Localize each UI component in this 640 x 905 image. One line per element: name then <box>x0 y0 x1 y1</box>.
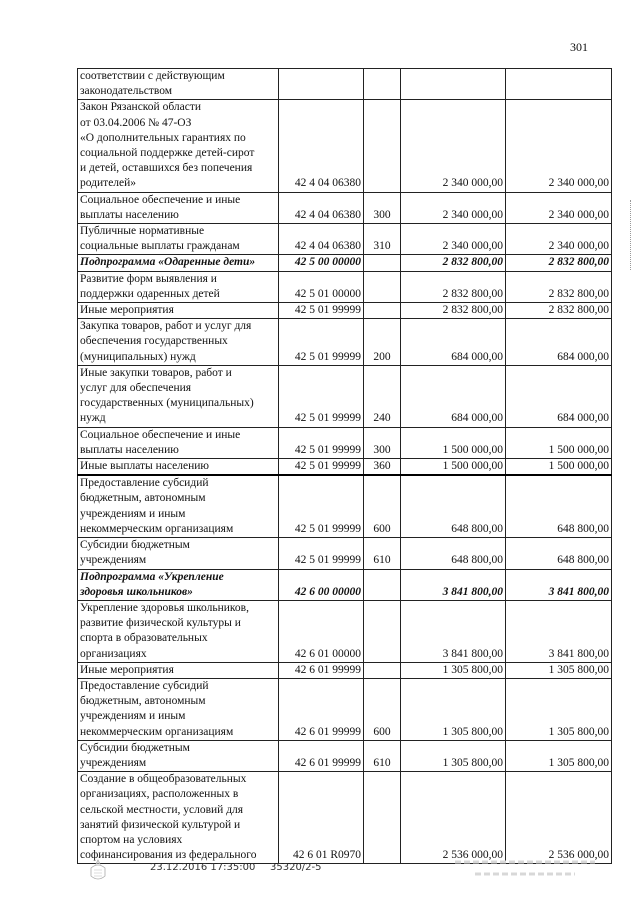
item-name-line: и детей, оставшихся без попечения <box>80 162 253 175</box>
amount-2018: 1 305 800,00 <box>506 662 612 678</box>
expense-type-code <box>364 69 401 100</box>
item-name-line: учреждениям и иным <box>80 710 186 723</box>
expense-type-code: 360 <box>364 459 401 476</box>
item-name-line: Иные выплаты населению <box>80 460 209 473</box>
item-name-line: здоровья школьников» <box>80 585 193 598</box>
edge-mark <box>630 200 634 270</box>
item-name-line: организациях <box>80 647 147 660</box>
item-name <box>78 772 279 864</box>
budget-table <box>77 68 612 864</box>
item-name-line: обеспечения государственных <box>80 335 228 348</box>
faint-footer-watermark <box>440 856 610 886</box>
expense-type-code <box>364 600 401 662</box>
item-name-line: Подпрограмма «Укрепление <box>80 570 224 583</box>
item-name-line: услуг для обеспечения <box>80 382 192 395</box>
table-row <box>78 224 612 255</box>
budget-classification-code: 42 5 01 00000 <box>279 271 364 302</box>
expense-type-code <box>364 100 401 192</box>
item-name-line: софинансирования из федерального <box>80 849 257 862</box>
table-row <box>78 255 612 271</box>
item-name <box>78 662 279 678</box>
expense-type-code: 300 <box>364 427 401 458</box>
expense-type-code: 610 <box>364 740 401 771</box>
item-name-line: Иные мероприятия <box>80 663 174 676</box>
item-name-line: учреждениям <box>80 554 147 567</box>
item-name <box>78 459 279 476</box>
budget-classification-code: 42 5 01 99999 <box>279 319 364 366</box>
amount-2018: 2 832 800,00 <box>506 303 612 319</box>
item-name-line: социальные выплаты гражданам <box>80 240 240 253</box>
expense-type-code <box>364 662 401 678</box>
table-row <box>78 319 612 366</box>
item-name <box>78 600 279 662</box>
amount-2018: 1 305 800,00 <box>506 740 612 771</box>
amount-2017: 648 800,00 <box>401 475 506 537</box>
table-row <box>78 459 612 476</box>
expense-type-code <box>364 772 401 864</box>
amount-2018: 2 832 800,00 <box>506 271 612 302</box>
item-name-line: выплаты населению <box>80 208 179 221</box>
table-row <box>78 69 612 100</box>
expense-type-code: 240 <box>364 365 401 427</box>
amount-2018: 1 500 000,00 <box>506 427 612 458</box>
expense-type-code: 310 <box>364 224 401 255</box>
amount-2018 <box>506 69 612 100</box>
item-name-line: соответствии с действующим <box>80 70 225 82</box>
amount-2017: 2 340 000,00 <box>401 100 506 192</box>
item-name-line: Социальное обеспечение и иные <box>80 193 241 206</box>
budget-classification-code: 42 5 01 99999 <box>279 427 364 458</box>
item-name-line: спорта в образовательных <box>80 632 208 645</box>
expense-type-code: 600 <box>364 475 401 537</box>
budget-classification-code: 42 5 01 99999 <box>279 459 364 476</box>
amount-2017: 3 841 800,00 <box>401 600 506 662</box>
table-row <box>78 475 612 537</box>
item-name <box>78 365 279 427</box>
item-name-line: Социальное обеспечение и иные <box>80 428 241 441</box>
amount-2017: 1 305 800,00 <box>401 678 506 740</box>
item-name-line: от 03.04.2006 № 47-ОЗ <box>80 116 192 129</box>
budget-classification-code: 42 6 01 00000 <box>279 600 364 662</box>
item-name-line: Предоставление субсидий <box>80 477 209 490</box>
budget-classification-code: 42 6 01 R0970 <box>279 772 364 864</box>
amount-2018: 648 800,00 <box>506 538 612 569</box>
item-name-line: «О дополнительных гарантиях по <box>80 131 246 144</box>
item-name <box>78 224 279 255</box>
table-row <box>78 740 612 771</box>
table-row <box>78 427 612 458</box>
item-name-line: Укрепление здоровья школьников, <box>80 601 249 614</box>
item-name <box>78 255 279 271</box>
item-name-line: некоммерческим организациям <box>80 522 234 535</box>
item-name-line: Закон Рязанской области <box>80 101 202 114</box>
item-name <box>78 100 279 192</box>
amount-2018: 648 800,00 <box>506 475 612 537</box>
amount-2017: 2 832 800,00 <box>401 271 506 302</box>
budget-classification-code: 42 4 04 06380 <box>279 100 364 192</box>
amount-2017: 684 000,00 <box>401 319 506 366</box>
table-row <box>78 271 612 302</box>
amount-2018: 1 305 800,00 <box>506 678 612 740</box>
item-name-line: занятий физической культурой и <box>80 818 241 831</box>
item-name-line: нужд <box>80 412 106 425</box>
amount-2018: 1 500 000,00 <box>506 459 612 476</box>
item-name-line: Публичные нормативные <box>80 225 205 238</box>
amount-2017: 1 305 800,00 <box>401 662 506 678</box>
item-name-line: бюджетным, автономным <box>80 695 206 708</box>
table-row <box>78 100 612 192</box>
expense-type-code: 200 <box>364 319 401 366</box>
table-row <box>78 662 612 678</box>
amount-2017: 648 800,00 <box>401 538 506 569</box>
budget-classification-code: 42 6 01 99999 <box>279 678 364 740</box>
item-name <box>78 475 279 537</box>
budget-classification-code: 42 6 01 99999 <box>279 740 364 771</box>
expense-type-code <box>364 271 401 302</box>
budget-classification-code: 42 4 04 06380 <box>279 192 364 223</box>
amount-2018: 684 000,00 <box>506 365 612 427</box>
item-name-line: Создание в общеобразовательных <box>80 773 247 786</box>
item-name-line: социальной поддержке детей-сирот <box>80 147 255 160</box>
amount-2017: 2 832 800,00 <box>401 303 506 319</box>
table-row <box>78 600 612 662</box>
table-row <box>78 365 612 427</box>
table-row <box>78 772 612 864</box>
footer-date: 23.12.2016 17:35:00 <box>150 862 256 873</box>
item-name <box>78 427 279 458</box>
table-row <box>78 569 612 600</box>
item-name-line: Субсидии бюджетным <box>80 539 190 552</box>
amount-2018: 2 340 000,00 <box>506 224 612 255</box>
item-name-line: бюджетным, автономным <box>80 492 206 505</box>
item-name-line: Субсидии бюджетным <box>80 741 190 754</box>
amount-2017: 2 832 800,00 <box>401 255 506 271</box>
amount-2018: 2 340 000,00 <box>506 100 612 192</box>
amount-2018: 3 841 800,00 <box>506 600 612 662</box>
table-row <box>78 303 612 319</box>
amount-2017: 1 500 000,00 <box>401 459 506 476</box>
item-name <box>78 303 279 319</box>
expense-type-code: 600 <box>364 678 401 740</box>
item-name-line: учреждениям <box>80 756 147 769</box>
item-name-line: Иные мероприятия <box>80 304 174 317</box>
budget-classification-code: 42 5 01 99999 <box>279 538 364 569</box>
expense-type-code <box>364 569 401 600</box>
item-name <box>78 569 279 600</box>
amount-2018: 2 536 000,00 <box>506 772 612 864</box>
item-name-line: родителей» <box>80 177 137 190</box>
item-name-line: Закупка товаров, работ и услуг для <box>80 320 252 333</box>
item-name-line: законодательством <box>80 85 173 98</box>
budget-classification-code: 42 6 00 00000 <box>279 569 364 600</box>
item-name-line: выплаты населению <box>80 443 179 456</box>
amount-2017: 1 305 800,00 <box>401 740 506 771</box>
item-name-line: поддержки одаренных детей <box>80 287 220 300</box>
budget-classification-code: 42 5 01 99999 <box>279 365 364 427</box>
item-name-line: некоммерческим организациям <box>80 725 234 738</box>
item-name <box>78 319 279 366</box>
item-name-line: организациях, расположенных в <box>80 788 239 801</box>
budget-classification-code: 42 5 01 99999 <box>279 303 364 319</box>
budget-classification-code: 42 5 01 99999 <box>279 475 364 537</box>
amount-2017: 2 340 000,00 <box>401 224 506 255</box>
emblem-icon <box>86 858 110 884</box>
amount-2018: 3 841 800,00 <box>506 569 612 600</box>
footer-doc-number: 35320/2-5 <box>270 862 322 873</box>
page-number: 301 <box>570 40 588 54</box>
item-name-line: Развитие форм выявления и <box>80 272 217 285</box>
item-name <box>78 678 279 740</box>
expense-type-code: 300 <box>364 192 401 223</box>
item-name <box>78 271 279 302</box>
item-name-line: государственных (муниципальных) <box>80 397 254 410</box>
budget-classification-code: 42 6 01 99999 <box>279 662 364 678</box>
amount-2018: 684 000,00 <box>506 319 612 366</box>
expense-type-code <box>364 255 401 271</box>
table-row <box>78 538 612 569</box>
amount-2017 <box>401 69 506 100</box>
amount-2017: 2 340 000,00 <box>401 192 506 223</box>
item-name-line: спортом на условиях <box>80 833 183 846</box>
budget-classification-code <box>279 69 364 100</box>
item-name <box>78 69 279 100</box>
table-row <box>78 678 612 740</box>
amount-2017: 2 536 000,00 <box>401 772 506 864</box>
expense-type-code: 610 <box>364 538 401 569</box>
budget-classification-code: 42 4 04 06380 <box>279 224 364 255</box>
amount-2018: 2 832 800,00 <box>506 255 612 271</box>
item-name <box>78 538 279 569</box>
table-row <box>78 192 612 223</box>
expense-type-code <box>364 303 401 319</box>
amount-2018: 2 340 000,00 <box>506 192 612 223</box>
item-name-line: (муниципальных) нужд <box>80 350 196 363</box>
item-name-line: Подпрограмма «Одаренные дети» <box>80 256 256 269</box>
amount-2017: 3 841 800,00 <box>401 569 506 600</box>
item-name-line: Иные закупки товаров, работ и <box>80 366 232 379</box>
budget-classification-code: 42 5 00 00000 <box>279 255 364 271</box>
amount-2017: 1 500 000,00 <box>401 427 506 458</box>
item-name-line: учреждениям и иным <box>80 507 186 520</box>
item-name-line: Предоставление субсидий <box>80 679 209 692</box>
item-name-line: развитие физической культуры и <box>80 617 241 630</box>
item-name <box>78 740 279 771</box>
item-name-line: сельской местности, условий для <box>80 803 244 816</box>
item-name <box>78 192 279 223</box>
amount-2017: 684 000,00 <box>401 365 506 427</box>
